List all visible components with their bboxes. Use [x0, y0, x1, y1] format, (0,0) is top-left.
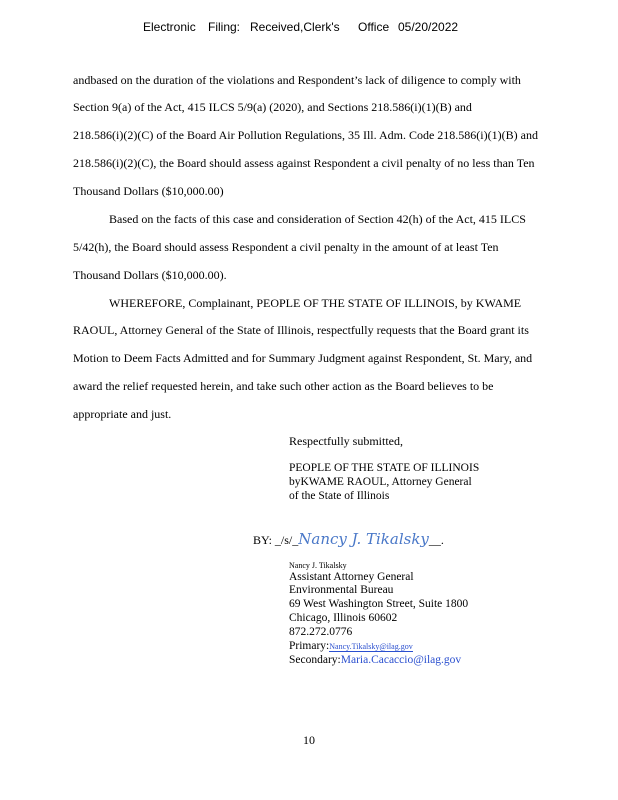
signer-bureau: Environmental Bureau: [289, 584, 394, 596]
header-filing: Filing:: [208, 20, 241, 34]
secondary-email-link[interactable]: Maria.Cacaccio@ilag.gov: [340, 654, 462, 666]
body-line: award the relief requested herein, and take such other action as the Board believes to be: [73, 379, 494, 393]
signature-line: [253, 530, 444, 548]
header-received: Received,Clerk's: [250, 20, 340, 34]
signer-address-line: Chicago, Illinois 60602: [289, 612, 398, 624]
primary-label: Primary:: [289, 640, 330, 652]
body-line: Based on the facts of this case and consideration of Section 42(h) of the Act, 415 ILCS: [109, 212, 526, 226]
by-prefix: BY: _/s/_: [253, 533, 299, 547]
party-line: byKWAME RAOUL, Attorney General: [289, 476, 472, 488]
body-line: RAOUL, Attorney General of the State of Illinois, respectfully requests that the Board grant its: [73, 323, 529, 337]
body-line: andbased on the duration of the violations and Respondent’s lack of diligence to comply with: [73, 73, 521, 87]
secondary-email-row: [289, 654, 461, 667]
closing: Respectfully submitted,: [289, 434, 403, 448]
party-line: PEOPLE OF THE STATE OF ILLINOIS: [289, 462, 480, 474]
body-line: Thousand Dollars ($10,000.00): [73, 184, 224, 198]
header-electronic: Electronic: [143, 20, 196, 34]
by-suffix: __.: [428, 533, 444, 547]
primary-email-row: [289, 640, 413, 653]
body-line: 218.586(i)(2)(C), the Board should assess against Respondent a civil penalty of no less than Ten: [73, 156, 535, 170]
body-line: Section 9(a) of the Act, 415 ILCS 5/9(a) (2020), and Sections 218.586(i)(1)(B) and: [73, 100, 472, 114]
party-line: of the State of Illinois: [289, 490, 390, 502]
body-line: Thousand Dollars ($10,000.00).: [73, 268, 227, 282]
header-date: 05/20/2022: [398, 20, 459, 34]
body-line: appropriate and just.: [73, 407, 172, 421]
signer-phone: 872.272.0776: [289, 626, 353, 638]
page-number: 10: [303, 733, 315, 747]
body-line: WHEREFORE, Complainant, PEOPLE OF THE STATE OF ILLINOIS, by KWAME: [109, 296, 522, 310]
signer-name: Nancy J. Tikalsky: [289, 561, 347, 570]
body-line: 5/42(h), the Board should assess Respondent a civil penalty in the amount of at least Ten: [73, 240, 499, 254]
signer-title: Assistant Attorney General: [289, 571, 414, 583]
signer-address-line: 69 West Washington Street, Suite 1800: [289, 598, 469, 610]
secondary-label: Secondary:: [289, 654, 341, 666]
body-line: Motion to Deem Facts Admitted and for Summary Judgment against Respondent, St. Mary, and: [73, 351, 533, 365]
header-office: Office: [358, 20, 390, 34]
body-line: 218.586(i)(2)(C) of the Board Air Pollution Regulations, 35 Ill. Adm. Code 218.586(i)(1)(B) and: [73, 128, 538, 142]
e-signature: Nancy J. Tikalsky: [298, 530, 429, 548]
primary-email-link[interactable]: Nancy.Tikalsky@ilag.gov: [329, 642, 413, 651]
